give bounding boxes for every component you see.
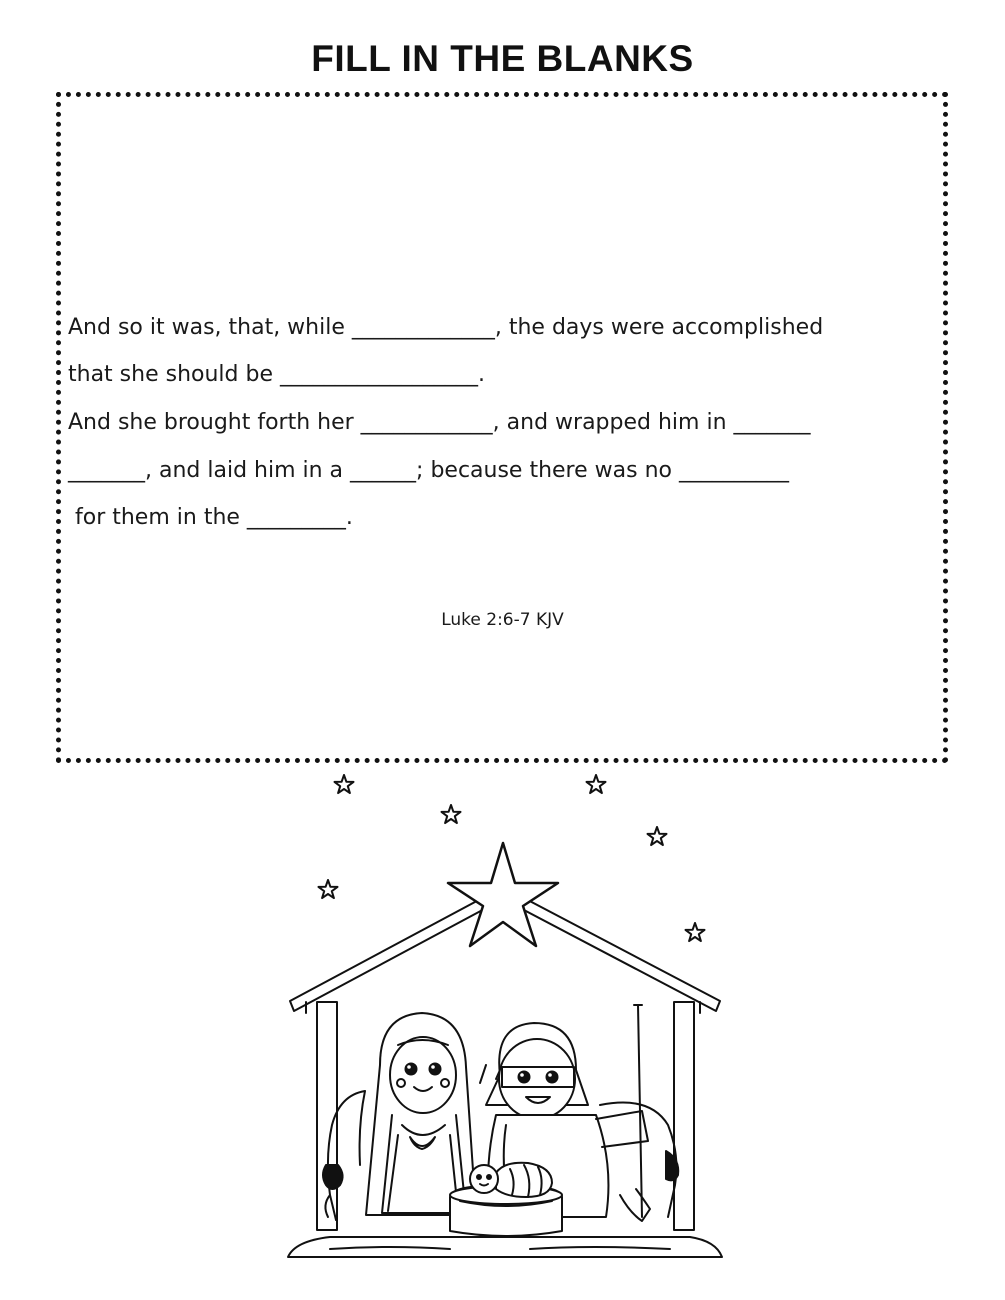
verse-citation: Luke 2:6-7 KJV: [441, 610, 564, 630]
verse-line-2: that she should be __________________.: [68, 362, 485, 387]
worksheet-title: FILL IN THE BLANKS: [311, 38, 694, 79]
small-star-icon: [319, 880, 338, 898]
nativity-illustration: [270, 765, 740, 1265]
small-star-icon: [442, 805, 461, 823]
donkey: [323, 1091, 365, 1220]
small-star-icon: [587, 775, 606, 793]
small-star-icon: [335, 775, 354, 793]
verse-line-1: And so it was, that, while _____________, the days were accomplished: [68, 315, 824, 340]
small-star-icon: [686, 923, 705, 941]
mary-figure: [366, 1013, 476, 1215]
verse-line-5: for them in the _________.: [68, 505, 353, 530]
big-star-icon: [448, 843, 558, 946]
verse-line-3: And she brought forth her ____________, and wrapped him in _______: [68, 410, 811, 435]
small-star-icon: [648, 827, 667, 845]
verse-line-4: _______, and laid him in a ______; because there was no __________: [68, 458, 789, 483]
